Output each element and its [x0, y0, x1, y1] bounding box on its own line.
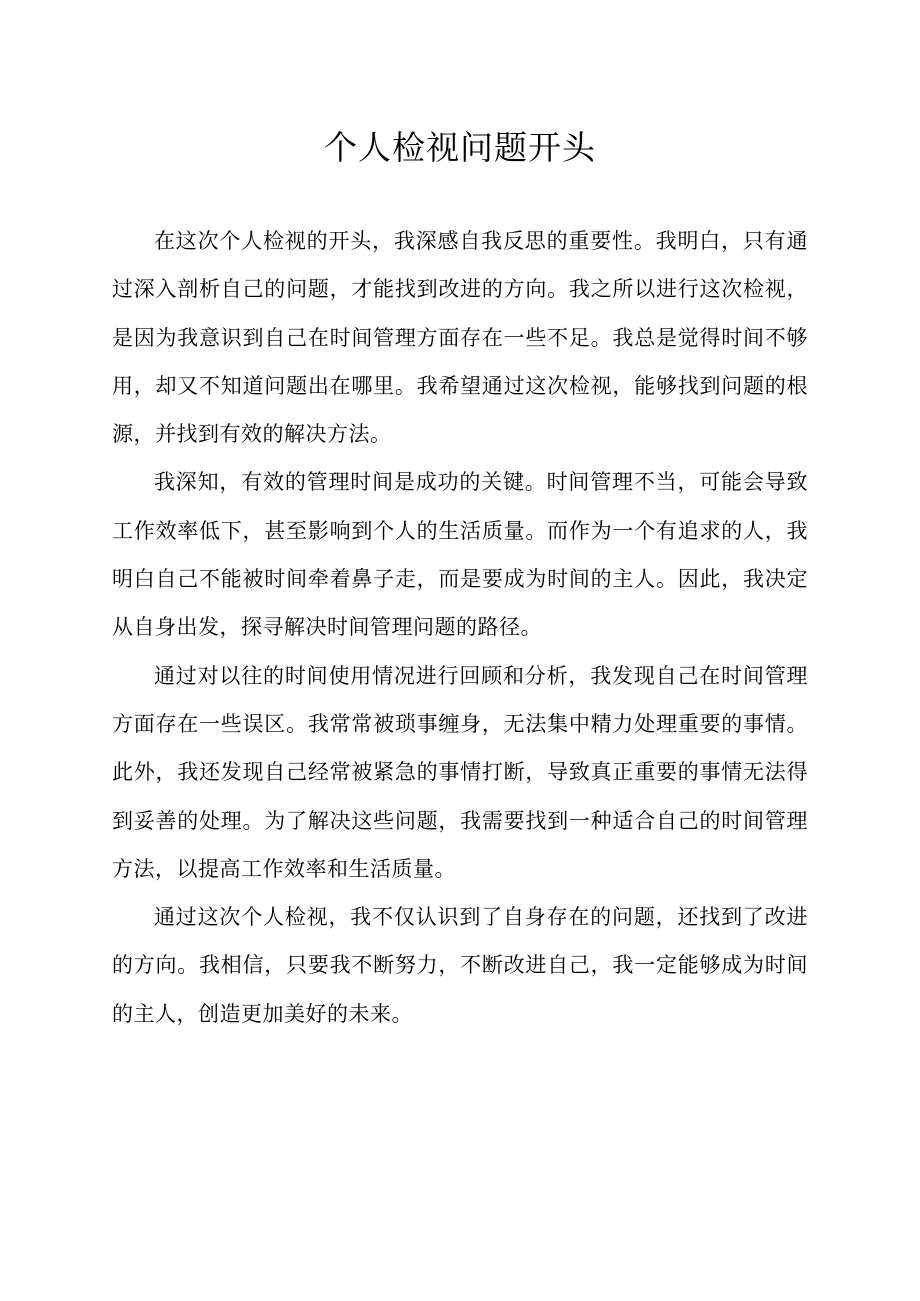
page-title: 个人检视问题开头 — [324, 128, 596, 167]
paragraph-2: 我深知，有效的管理时间是成功的关键。时间管理不当，可能会导致工作效率低下，甚至影响到个人的生活质量。而作为一个有追求的人，我明白自己不能被时间牵着鼻子走，而是要成为时间的主人。因此，我决定从自身出发，探寻解决时间管理问题的路径。 — [112, 470, 808, 640]
paragraph-3: 通过对以往的时间使用情况进行回顾和分析，我发现自己在时间管理方面存在一些误区。我常常被琐事缠身，无法集中精力处理重要的事情。此外，我还发现自己经常被紧急的事情打断，导致真正重要的事情无法得到妥善的处理。为了解决这些问题，我需要找到一种适合自己的时间管理方法，以提高工作效率和生活质量。 — [112, 663, 808, 881]
paragraph-4: 通过这次个人检视，我不仅认识到了自身存在的问题，还找到了改进的方向。我相信，只要我不断努力，不断改进自己，我一定能够成为时间的主人，创造更加美好的未来。 — [112, 905, 808, 1026]
document-body — [112, 217, 808, 1038]
paragraph-1: 在这次个人检视的开头，我深感自我反思的重要性。我明白，只有通过深入剖析自己的问题，才能找到改进的方向。我之所以进行这次检视，是因为我意识到自己在时间管理方面存在一些不足。我总是觉得时间不够用，却又不知道问题出在哪里。我希望通过这次检视，能够找到问题的根源，并找到有效的解决方法。 — [112, 229, 808, 447]
